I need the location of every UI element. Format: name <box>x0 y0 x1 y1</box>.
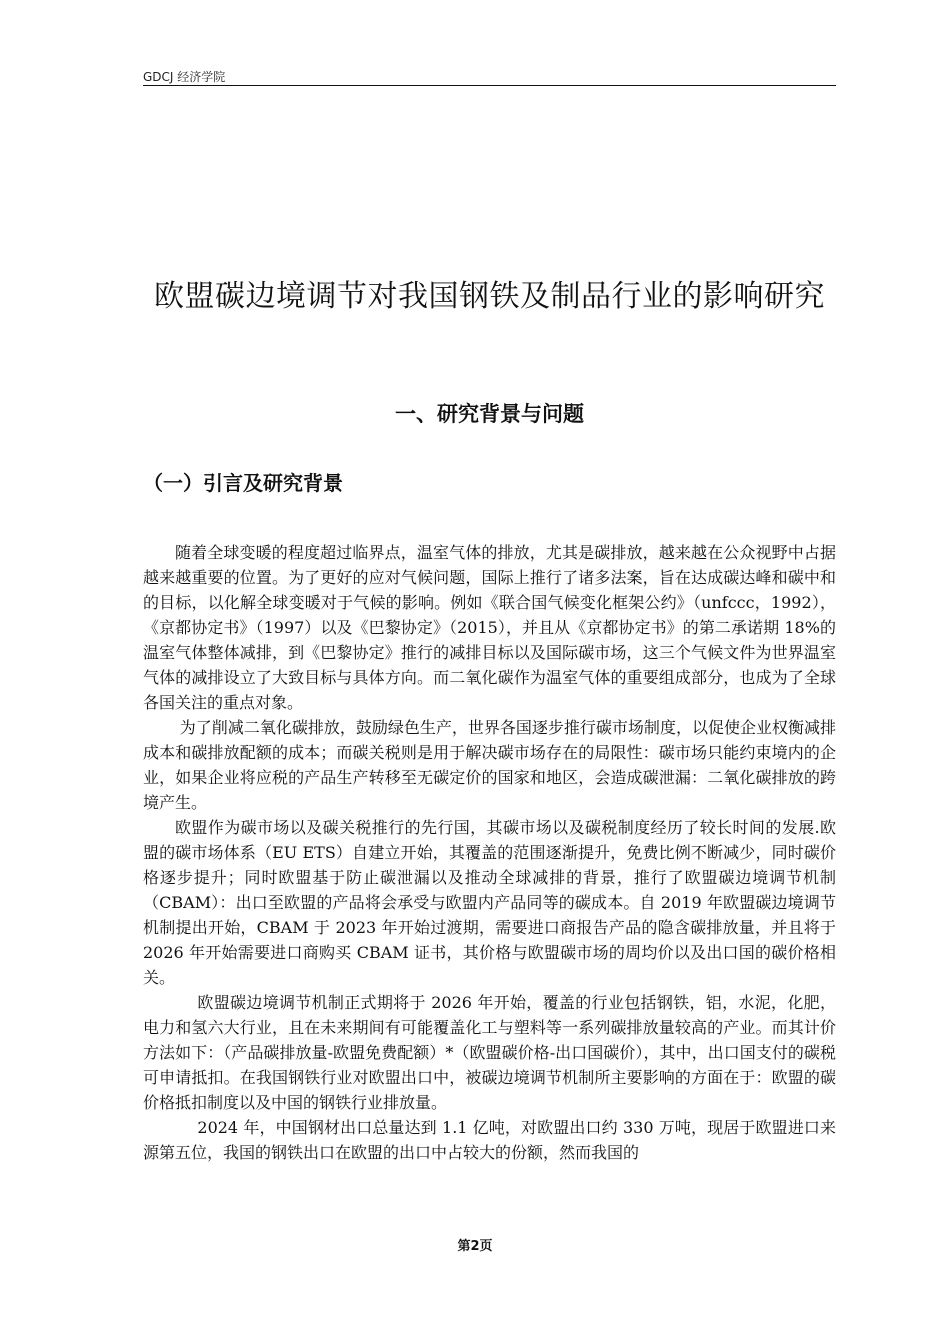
document-title: 欧盟碳边境调节对我国钢铁及制品行业的影响研究 <box>154 279 825 314</box>
subsection-heading: （一）引言及研究背景 <box>143 471 343 495</box>
header-divider <box>143 85 836 86</box>
paragraph: 2024 年，中国钢材出口总量达到 1.1 亿吨，对欧盟出口约 330 万吨，现居于欧盟进口来源第五位，我国的钢铁出口在欧盟的出口中占较大的份额，然而我国的 <box>143 1118 836 1162</box>
paragraph: 为了削减二氧化碳排放，鼓励绿色生产，世界各国逐步推行碳市场制度，以促使企业权衡减排成本和碳排放配额的成本；而碳关税则是用于解决碳市场存在的局限性：碳市场只能约束境内的企业，如果企业将应税的产品生产转移至无碳定价的国家和地区，会造成碳泄漏：二氧化碳排放的跨境产生。 <box>143 718 836 812</box>
body-text <box>143 540 836 1165</box>
paragraph: 欧盟碳边境调节机制正式期将于 2026 年开始，覆盖的行业包括钢铁，铝，水泥，化肥，电力和氢六大行业，且在未来期间有可能覆盖化工与塑料等一系列碳排放量较高的产业。而其计价方法如下：（产品碳排放量-欧盟免费配额）*（欧盟碳价格-出口国碳价），其中，出口国支付的碳税可申请抵扣。在我国钢铁行业对欧盟出口中，被碳边境调节机制所主要影响的方面在于：欧盟的碳价格抵扣制度以及中国的钢铁行业排放量。 <box>143 993 836 1112</box>
section-heading: 一、研究背景与问题 <box>395 402 584 426</box>
paragraph: 欧盟作为碳市场以及碳关税推行的先行国，其碳市场以及碳税制度经历了较长时间的发展.欧盟的碳市场体系（EU ETS）自建立开始，其覆盖的范围逐渐提升，免费比例不断减少，同时碳价格逐步提升；同时欧盟基于防止碳泄漏以及推动全球减排的背景，推行了欧盟碳边境调节机制（CBAM）：出口至欧盟的产品将会承受与欧盟内产品同等的碳成本。自 2019 年欧盟碳边境调节机制提出开始，CBAM 于 2023 年开始过渡期，需要进口商报告产品的隐含碳排放量，并且将于 2026 年开始需要进口商购买 CBAM 证书，其价格与欧盟碳市场的周均价以及出口国的碳价格相关。 <box>143 818 836 987</box>
paragraph: 随着全球变暖的程度超过临界点，温室气体的排放，尤其是碳排放，越来越在公众视野中占据越来越重要的位置。为了更好的应对气候问题，国际上推行了诸多法案，旨在达成碳达峰和碳中和的目标，以化解全球变暖对于气候的影响。例如《联合国气候变化框架公约》（unfccc，1992），《京都协定书》（1997）以及《巴黎协定》（2015），并且从《京都协定书》的第二承诺期 18%的温室气体整体减排，到《巴黎协定》推行的减排目标以及国际碳市场，这三个气候文件为世界温室气体的减排设立了大致目标与具体方向。而二氧化碳作为温室气体的重要组成部分，也成为了全球各国关注的重点对象。 <box>143 543 836 712</box>
page-number: 第2页 <box>457 1239 493 1254</box>
running-header: GDCJ 经济学院 <box>143 70 226 84</box>
